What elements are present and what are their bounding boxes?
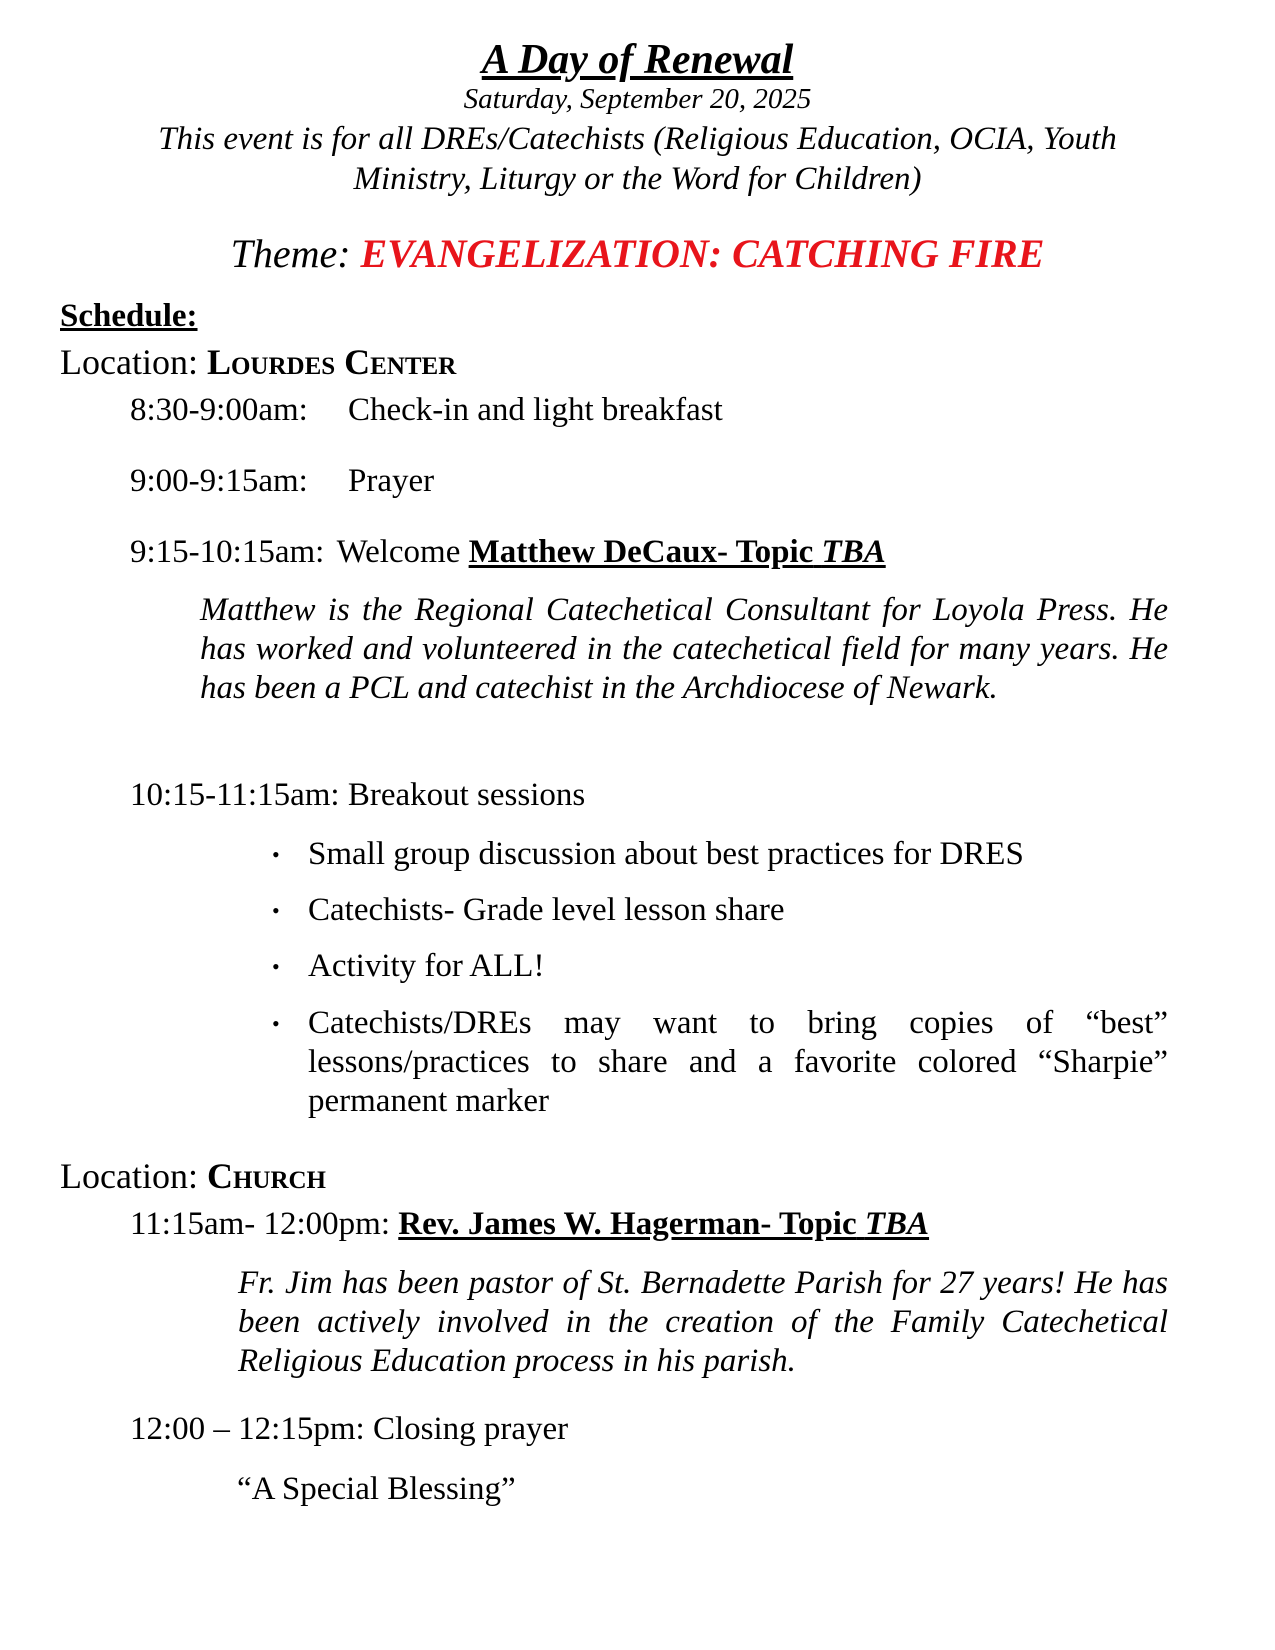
activity-label: Welcome (336, 534, 461, 570)
time-label: 12:00 – 12:15pm: (130, 1411, 365, 1447)
speaker-bio-hagerman: Fr. Jim has been pastor of St. Bernadette Parish for 27 years! He has been actively involved in the creation of the Family Catechetical Religious Education process in his parish. (238, 1265, 1168, 1379)
activity-label: Prayer (348, 463, 435, 499)
bullet-icon: • (272, 1011, 280, 1036)
time-label: 10:15-11:15am: (130, 777, 340, 813)
closing-blessing: “A Special Blessing” (237, 1471, 516, 1507)
location-name: Lourdes Center (206, 342, 457, 382)
speaker-name (398, 1206, 929, 1242)
list-item (272, 891, 1168, 930)
location-name: Church (206, 1156, 327, 1196)
activity-label: Breakout sessions (347, 777, 586, 813)
list-item (272, 835, 1168, 874)
audience-description (0, 119, 1275, 199)
location-church (60, 1154, 326, 1198)
schedule-item-closing (130, 1409, 568, 1449)
time-label: 9:00-9:15am: (130, 463, 308, 499)
list-item (272, 1004, 1168, 1121)
time-label: 9:15-10:15am: (130, 534, 325, 570)
speaker-name (469, 534, 886, 570)
bullet-icon: • (272, 842, 280, 867)
audience-line-2: Ministry, Liturgy or the Word for Children) (353, 161, 922, 197)
list-item-text: Activity for ALL! (308, 948, 545, 984)
topic-tba: TBA (864, 1206, 930, 1242)
location-lourdes-center (60, 340, 456, 384)
schedule-item-checkin (130, 390, 723, 430)
activity-label: Closing prayer (372, 1411, 569, 1447)
schedule-item-homily (130, 1204, 929, 1244)
time-label: 11:15am- 12:00pm: (130, 1206, 391, 1242)
schedule-heading: Schedule: (60, 298, 198, 334)
location-label: Location: (60, 1156, 198, 1196)
schedule-item-prayer (130, 461, 434, 501)
theme-label: Theme: (230, 231, 351, 276)
list-item-text: Catechists- Grade level lesson share (308, 892, 785, 928)
list-item-text: Small group discussion about best practices for DRES (308, 836, 1024, 872)
time-label: 8:30-9:00am: (130, 392, 308, 428)
theme-value: EVANGELIZATION: CATCHING FIRE (360, 231, 1045, 276)
speaker-topic: Matthew DeCaux- Topic (468, 534, 814, 570)
topic-tba: TBA (821, 534, 886, 570)
location-label: Location: (60, 342, 198, 382)
event-date: Saturday, September 20, 2025 (463, 83, 812, 115)
speaker-topic: Rev. James W. Hagerman- Topic (398, 1206, 857, 1242)
bullet-icon: • (272, 954, 280, 979)
schedule-item-welcome (130, 532, 886, 572)
speaker-bio-decaux: Matthew is the Regional Catechetical Consultant for Loyola Press. He has worked and volunteered in the catechetical field for many years. He has been a PCL and catechist in the Archdiocese of Newark. (200, 592, 1168, 706)
bullet-icon: • (272, 898, 280, 923)
document-title: A Day of Renewal (481, 37, 794, 83)
list-item-text: Catechists/DREs may want to bring copies of “best” lessons/practices to share and a favorite colored “Sharpie” permanent marker (308, 1005, 1168, 1119)
theme-line (0, 230, 1275, 278)
activity-label: Check-in and light breakfast (348, 392, 723, 428)
schedule-item-breakout (130, 775, 585, 815)
list-item (272, 947, 1168, 986)
audience-line-1: This event is for all DREs/Catechists (Religious Education, OCIA, Youth (158, 121, 1117, 157)
